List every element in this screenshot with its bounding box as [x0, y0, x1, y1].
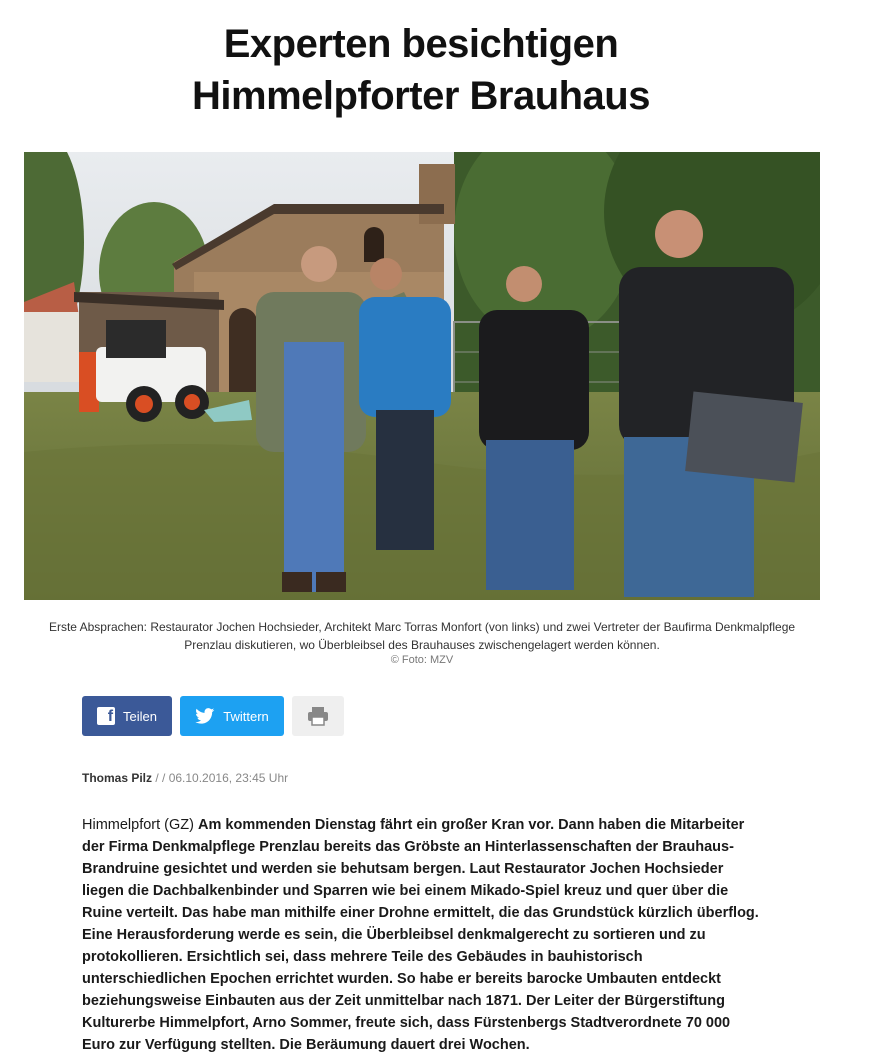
headline-line-2: Himmelpforter Brauhaus [192, 74, 650, 118]
author-name: Thomas Pilz [82, 771, 153, 785]
share-bar [82, 696, 344, 736]
article-location: Himmelpfort (GZ) [82, 817, 198, 833]
article-photo [24, 152, 820, 600]
publish-date: 06.10.2016, 23:45 Uhr [168, 771, 289, 785]
print-button[interactable] [292, 696, 344, 736]
article-headline [0, 18, 842, 122]
facebook-share-label: Teilen [123, 708, 157, 724]
twitter-share-label: Twittern [223, 708, 269, 724]
facebook-share-button[interactable] [82, 696, 172, 736]
article-body [82, 814, 762, 1056]
headline-line-1: Experten besichtigen [223, 22, 619, 66]
byline [82, 771, 288, 785]
facebook-icon: f [97, 707, 115, 725]
photo-illustration [24, 152, 820, 600]
printer-icon [307, 706, 329, 726]
byline-separator: / / [152, 771, 169, 785]
twitter-bird-icon [195, 708, 215, 724]
twitter-share-button[interactable] [180, 696, 284, 736]
photo-caption: Erste Absprachen: Restaurator Jochen Hochsieder, Architekt Marc Torras Monfort (von links) und zwei Vertreter der Baufirma Denkmalpflege Prenzlau diskutieren, wo Überbleibsel des Brauhauses zwischengelagert werden können. [48, 620, 796, 652]
article-text: Am kommenden Dienstag fährt ein großer Kran vor. Dann haben die Mitarbeiter der Firma Denkmalpflege Prenzlau bereits das Gröbste an Hinterlassenschaften der Brauhaus-Brandruine gesichtet und werden sie behutsam bergen. Laut Restaurator Jochen Hochsieder liegen die Dachbalkenbinder und Sparren wie bei einem Mikado-Spiel kreuz und quer über die Ruine verteilt. Das habe man mithilfe einer Drohne ermittelt, die das Grundstück kürzlich überflog. Eine Herausforderung werde es sein, die Überbleibsel denkmalgerecht zu sortieren und zu protokollieren. Ersichtlich sei, dass mehrere Teile des Gebäudes in bauhistorisch unterschiedlichen Epochen errichtet wurden. So habe er bereits barocke Umbauten entdeckt beziehungsweise Einbauten aus der Zeit unmittelbar nach 1871. Der Leiter der Bürgerstiftung Kulturerbe Himmelpfort, Arno Sommer, freute sich, dass Fürstenbergs Stadtverordnete 70 000 Euro zur Verfügung stellten. Die Beräumung dauert drei Wochen. [82, 817, 759, 1053]
photo-credit: © Foto: MZV [390, 654, 454, 666]
